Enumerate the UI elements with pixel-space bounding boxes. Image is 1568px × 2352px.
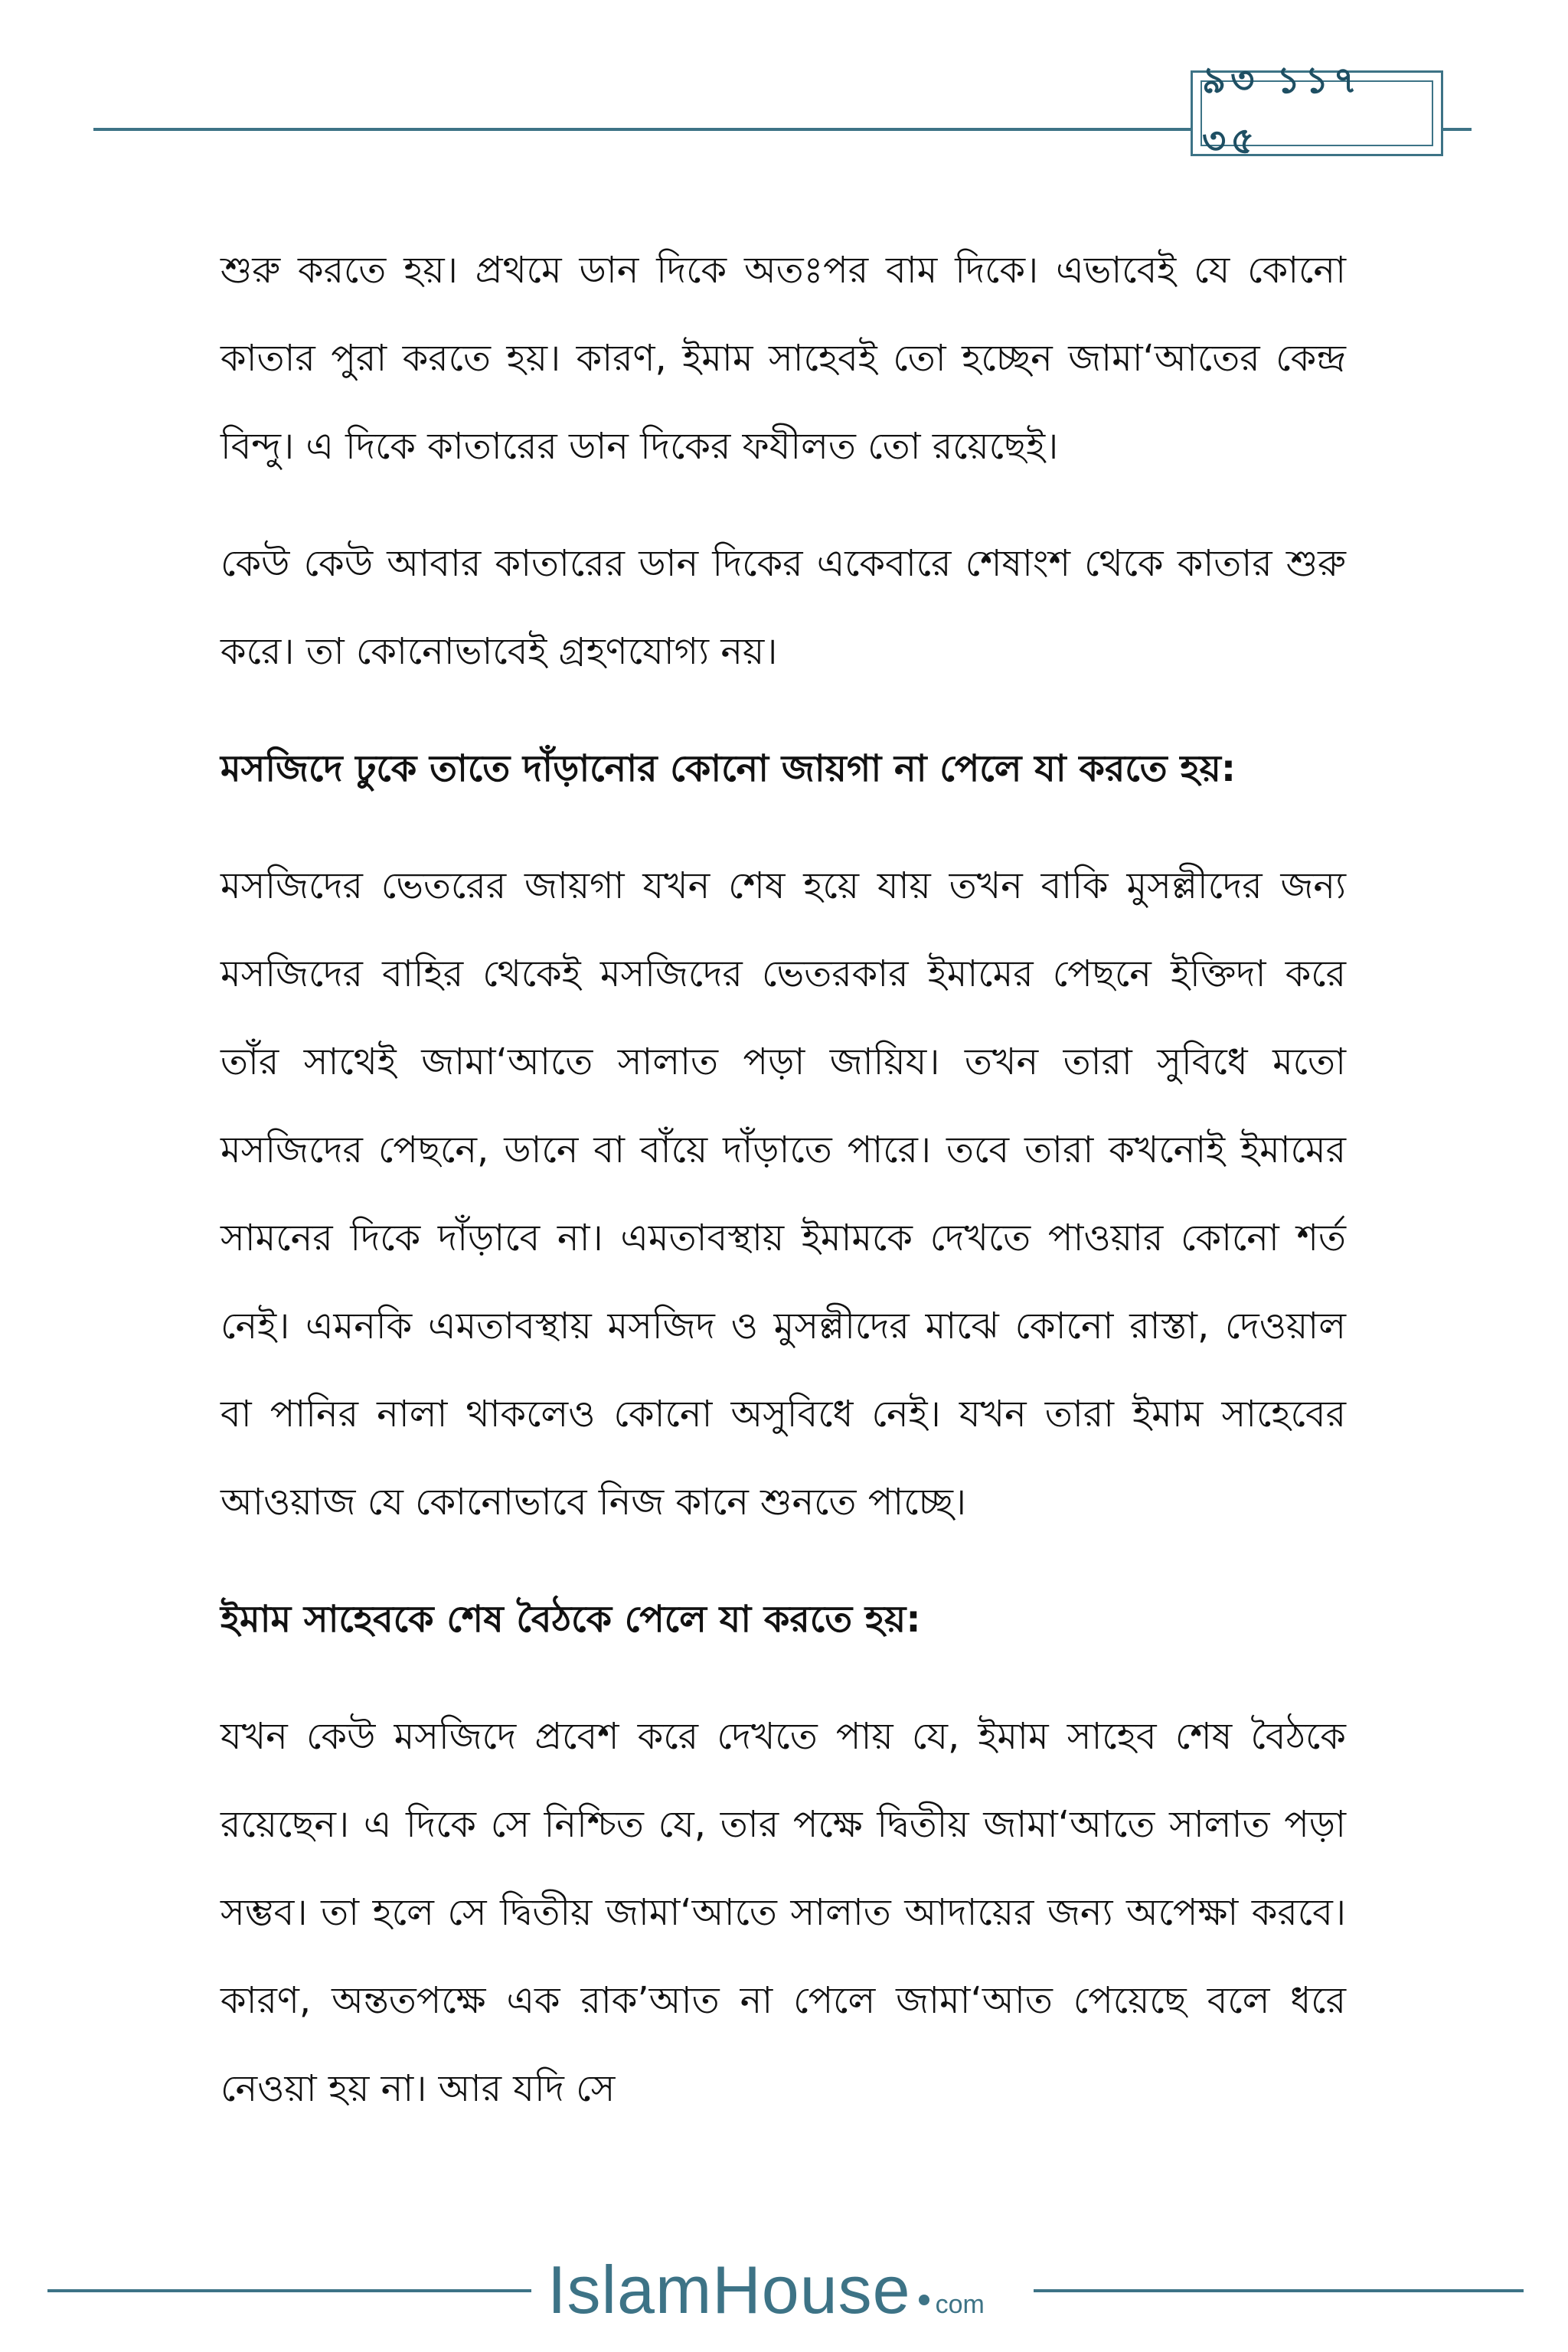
section-heading-1: মসজিদে ঢুকে তাতে দাঁড়ানোর কোনো জায়গা না পেলে যা করতে হয়: — [220, 747, 1236, 790]
page-body — [220, 227, 1346, 2162]
page-number: ৯৩ ১১৭ ৩৫ — [1200, 80, 1433, 146]
paragraph-1: শুরু করতে হয়। প্রথমে ডান দিকে অতঃপর বাম দিকে। এভাবেই যে কোনো কাতার পুরা করতে হয়। কারণ, ইমাম সাহেবই তো হচ্ছেন জামা‘আতের কেন্দ্র বিন্দু। এ দিকে কাতারের ডান দিকের ফযীলত তো রয়েছেই। — [220, 249, 1346, 468]
footer-rule-left — [47, 2289, 531, 2292]
page-number-box — [1191, 59, 1443, 162]
footer-logo — [547, 2251, 1022, 2328]
paragraph-2: কেউ কেউ আবার কাতারের ডান দিকের একেবারে শেষাংশ থেকে কাতার শুরু করে। তা কোনোভাবেই গ্রহণযোগ্য নয়। — [220, 542, 1346, 673]
brand-name: IslamHouse — [547, 2252, 911, 2328]
brand-tld: com — [935, 2290, 985, 2319]
paragraph-4: যখন কেউ মসজিদে প্রবেশ করে দেখতে পায় যে, ইমাম সাহেব শেষ বৈঠকে রয়েছেন। এ দিকে সে নিশ্চিত যে, তার পক্ষে দ্বিতীয় জামা‘আতে সালাত পড়া সম্ভব। তা হলে সে দ্বিতীয় জামা‘আতে সালাত আদায়ের জন্য অপেক্ষা করবে। কারণ, অন্ততপক্ষে এক রাক’আত না পেলে জামা‘আত পেয়েছে বলে ধরে নেওয়া হয় না। আর যদি সে — [220, 1715, 1346, 2110]
paragraph-3: মসজিদের ভেতরের জায়গা যখন শেষ হয়ে যায় তখন বাকি মুসল্লীদের জন্য মসজিদের বাহির থেকেই মসজিদের ভেতরকার ইমামের পেছনে ইক্তিদা করে তাঁর সাথেই জামা‘আতে সালাত পড়া জায়িয। তখন তারা সুবিধে মতো মসজিদের পেছনে, ডানে বা বাঁয়ে দাঁড়াতে পারে। তবে তারা কখনোই ইমামের সামনের দিকে দাঁড়াবে না। এমতাবস্থায় ইমামকে দেখতে পাওয়ার কোনো শর্ত নেই। এমনকি এমতাবস্থায় মসজিদ ও মুসল্লীদের মাঝে কোনো রাস্তা, দেওয়াল বা পানির নালা থাকলেও কোনো অসুবিধে নেই। যখন তারা ইমাম সাহেবের আওয়াজ যে কোনোভাবে নিজ কানে শুনতে পাচ্ছে। — [220, 864, 1346, 1524]
footer-rule-right — [1034, 2289, 1524, 2292]
brand-dot-icon — [919, 2295, 929, 2305]
section-heading-2: ইমাম সাহেবকে শেষ বৈঠকে পেলে যা করতে হয়: — [220, 1598, 921, 1641]
